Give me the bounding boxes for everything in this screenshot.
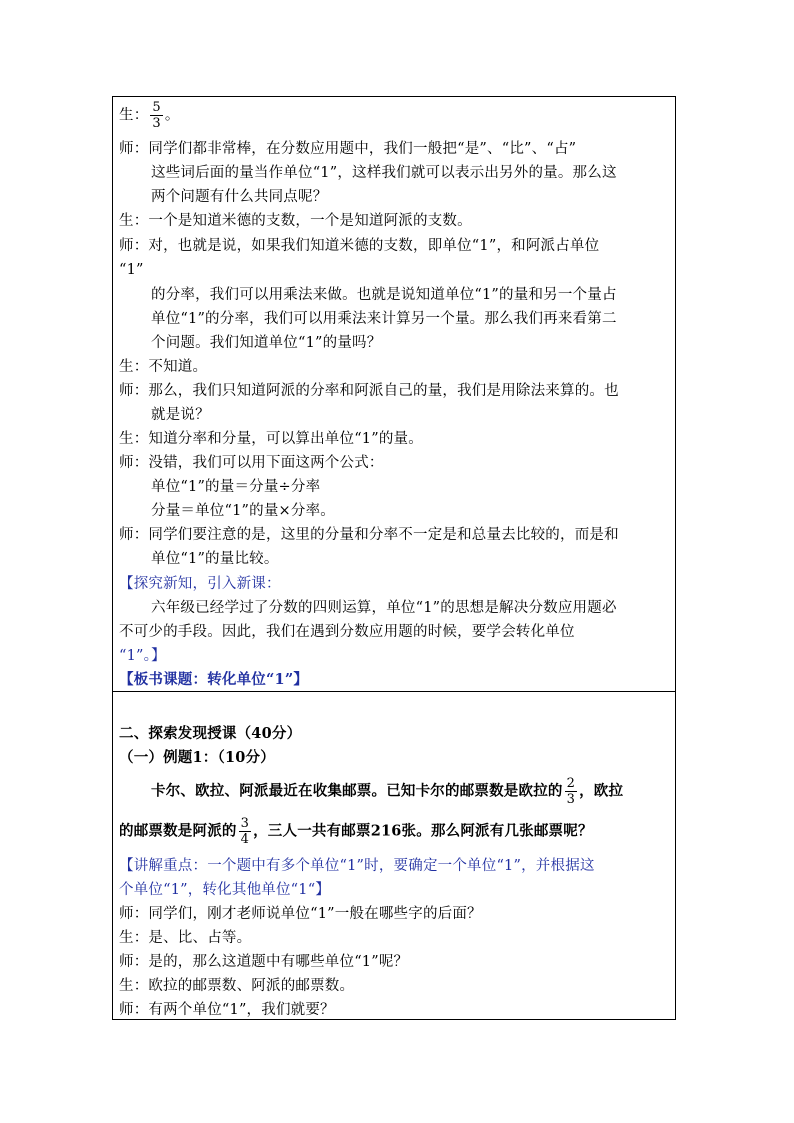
text-line: 生：不知道。: [119, 359, 208, 375]
problem-line: [151, 777, 623, 806]
fraction-5-3: [150, 101, 162, 130]
formula-line: 分量＝单位“1”的量×分率。: [151, 503, 335, 519]
board-title: 【板书课题：转化单位“1”】: [119, 671, 309, 688]
fraction-denominator: 3: [152, 116, 161, 131]
text-line: 师：是的，那么这道题中有哪些单位“1”呢？: [119, 954, 409, 970]
text-line: 生：欧拉的邮票数、阿派的邮票数。: [119, 978, 355, 994]
fraction-denominator: 3: [566, 792, 576, 807]
text-line: 师：那么，我们只知道阿派的分率和阿派自己的量，我们是用除法来算的。也: [119, 383, 619, 399]
text-line: 就是说？: [151, 407, 210, 423]
text-span: 的邮票数是阿派的: [119, 822, 237, 840]
formula-line: 单位“1”的量＝分量÷分率: [151, 479, 321, 495]
text-line: 师：对，也就是说，如果我们知道米德的支数，即单位“1”，和阿派占单位: [119, 238, 600, 254]
speaker-text: 生：: [119, 107, 149, 124]
text-line: 不可少的手段。因此，我们在遇到分数应用题的时候，要学会转化单位: [119, 624, 575, 640]
bracket-heading: 【探究新知，引入新课：: [119, 576, 281, 592]
text-span: 。: [164, 107, 180, 124]
text-span: 卡尔、欧拉、阿派最近在收集邮票。已知卡尔的邮票数是欧拉的: [151, 782, 563, 800]
lesson-table: [112, 96, 676, 1020]
fraction-denominator: 4: [240, 832, 250, 847]
fraction-numerator: 3: [240, 816, 250, 831]
text-line: 师：同学们都非常棒，在分数应用题中，我们一般把“是”、“比”、“占”: [119, 141, 577, 157]
row-divider: [113, 691, 675, 692]
example-heading: （一）例题1：（10分）: [119, 749, 275, 766]
text-line: 师：同学们要注意的是，这里的分量和分率不一定是和总量去比较的，而是和: [119, 527, 619, 543]
problem-line: [119, 817, 593, 846]
text-span: ，转化其他单位“1“】: [187, 882, 331, 898]
fraction-3-4: [239, 817, 251, 846]
section-heading: 二、探索发现授课（40分）: [119, 725, 302, 742]
text-line: “1”: [119, 262, 144, 278]
text-line: 生：是、比、占等。: [119, 930, 252, 946]
key-point-line: [119, 880, 330, 900]
key-point-line: 【讲解重点：一个题中有多个单位“1”时，要确定一个单位“1”，并根据这: [119, 858, 595, 874]
text-line: 这些词后面的量当作单位“1”，这样我们就可以表示出另外的量。那么这: [151, 165, 617, 181]
text-span: ，欧拉: [579, 782, 624, 800]
text-line: “1”。】: [119, 648, 166, 664]
text-line: 生：一个是知道米德的支数，一个是知道阿派的支数。: [119, 213, 472, 229]
text-span: ，三人一共有邮票216张。那么阿派有几张邮票呢？: [253, 822, 593, 840]
text-line: 的分率，我们可以用乘法来做。也就是说知道单位“1”的量和另一个量占: [151, 287, 617, 303]
text-line: 生：知道分率和分量，可以算出单位“1”的量。: [119, 431, 423, 447]
text-line: 师：同学们，刚才老师说单位“1”一般在哪些字的后面？: [119, 906, 482, 922]
text-line: 两个问题有什么共同点呢？: [151, 189, 328, 205]
fraction-numerator: 5: [152, 100, 161, 115]
fraction-numerator: 2: [566, 776, 576, 791]
text-line: 师：没错，我们可以用下面这两个公式：: [119, 455, 384, 471]
text-line: 师：有两个单位“1”，我们就要？: [119, 1002, 335, 1018]
fraction-2-3: [565, 777, 577, 806]
text-line: 单位“1”的分率，我们可以用乘法来计算另一个量。那么我们再来看第二: [151, 311, 617, 327]
text-line: [119, 101, 180, 130]
text-line: 单位“1”的量比较。: [151, 551, 279, 567]
text-line: 个问题。我们知道单位“1”的量吗？: [151, 335, 382, 351]
text-line: 六年级已经学过了分数的四则运算，单位“1”的思想是解决分数应用题必: [151, 600, 617, 616]
text-span: 个单位“1”: [119, 882, 188, 898]
